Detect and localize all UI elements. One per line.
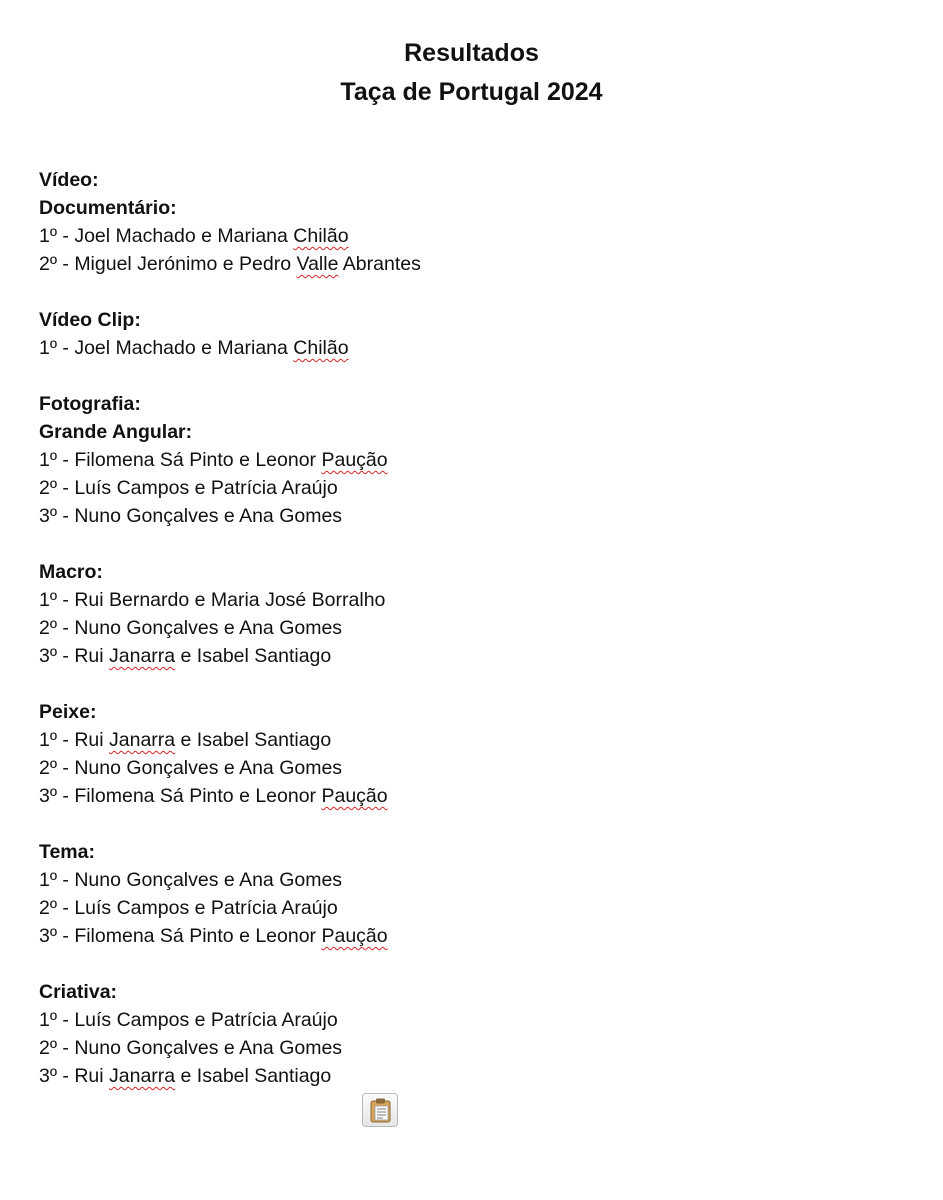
separator: - bbox=[56, 1009, 75, 1031]
category-heading: Criativa: bbox=[39, 981, 118, 1003]
result-line bbox=[39, 1006, 899, 1034]
blank-line bbox=[39, 530, 899, 558]
place-label: 1º bbox=[39, 1009, 57, 1031]
category-heading: Peixe: bbox=[39, 701, 97, 723]
participant-names: Rui bbox=[74, 729, 109, 751]
participant-names: Joel Machado e Mariana bbox=[74, 337, 294, 359]
participant-names: Abrantes bbox=[338, 253, 421, 275]
participant-names: Nuno Gonçalves e Ana Gomes bbox=[74, 617, 343, 639]
category-heading: Tema: bbox=[39, 841, 95, 863]
section-heading: Vídeo: bbox=[39, 169, 99, 191]
separator: - bbox=[56, 1037, 75, 1059]
category-heading: Vídeo Clip: bbox=[39, 309, 141, 331]
place-label: 3º bbox=[39, 505, 57, 527]
separator: - bbox=[56, 505, 75, 527]
result-line bbox=[39, 866, 899, 894]
participant-names: Miguel Jerónimo e Pedro bbox=[74, 253, 297, 275]
category-heading: Grande Angular: bbox=[39, 421, 193, 443]
participant-names: Filomena Sá Pinto e Leonor bbox=[74, 925, 322, 947]
place-label: 2º bbox=[39, 617, 57, 639]
separator: - bbox=[56, 869, 75, 891]
blank-line bbox=[39, 362, 899, 390]
place-label: 1º bbox=[39, 729, 57, 751]
participant-names: Joel Machado e Mariana bbox=[74, 225, 294, 247]
place-label: 1º bbox=[39, 225, 57, 247]
participant-names: Rui bbox=[74, 645, 109, 667]
place-label: 2º bbox=[39, 1037, 57, 1059]
result-line bbox=[39, 446, 899, 474]
misspelled-word: Janarra bbox=[109, 1065, 176, 1087]
result-line bbox=[39, 250, 899, 278]
separator: - bbox=[56, 785, 75, 807]
place-label: 2º bbox=[39, 897, 57, 919]
participant-names: Filomena Sá Pinto e Leonor bbox=[74, 785, 322, 807]
category-heading: Macro: bbox=[39, 561, 103, 583]
section-heading: Fotografia: bbox=[39, 393, 141, 415]
result-line bbox=[39, 726, 899, 754]
separator: - bbox=[56, 337, 75, 359]
place-label: 2º bbox=[39, 757, 57, 779]
participant-names: Rui bbox=[74, 1065, 109, 1087]
participant-names: Luís Campos e Patrícia Araújo bbox=[74, 1009, 338, 1031]
misspelled-word: Valle bbox=[296, 253, 339, 275]
participant-names: e Isabel Santiago bbox=[175, 1065, 332, 1087]
separator: - bbox=[56, 617, 75, 639]
result-line bbox=[39, 1062, 899, 1090]
place-label: 3º bbox=[39, 1065, 57, 1087]
result-line bbox=[39, 782, 899, 810]
misspelled-word: Janarra bbox=[109, 729, 176, 751]
results-content bbox=[39, 166, 899, 1090]
clipboard-icon bbox=[370, 1098, 391, 1123]
place-label: 1º bbox=[39, 449, 57, 471]
document-title: Resultados bbox=[404, 39, 539, 67]
place-label: 3º bbox=[39, 925, 57, 947]
separator: - bbox=[56, 253, 75, 275]
separator: - bbox=[56, 729, 75, 751]
blank-line bbox=[39, 670, 899, 698]
misspelled-word: Chilão bbox=[293, 337, 349, 359]
category-heading: Documentário: bbox=[39, 197, 177, 219]
result-line bbox=[39, 334, 899, 362]
blank-line bbox=[39, 810, 899, 838]
result-line bbox=[39, 642, 899, 670]
participant-names: Nuno Gonçalves e Ana Gomes bbox=[74, 757, 343, 779]
place-label: 3º bbox=[39, 785, 57, 807]
misspelled-word: Chilão bbox=[293, 225, 349, 247]
place-label: 2º bbox=[39, 253, 57, 275]
participant-names: e Isabel Santiago bbox=[175, 729, 332, 751]
paste-options-button[interactable] bbox=[362, 1093, 398, 1127]
place-label: 3º bbox=[39, 645, 57, 667]
separator: - bbox=[56, 477, 75, 499]
separator: - bbox=[56, 925, 75, 947]
result-line bbox=[39, 586, 899, 614]
separator: - bbox=[56, 449, 75, 471]
place-label: 2º bbox=[39, 477, 57, 499]
result-line bbox=[39, 474, 899, 502]
place-label: 1º bbox=[39, 589, 57, 611]
participant-names: e Isabel Santiago bbox=[175, 645, 332, 667]
document-subtitle: Taça de Portugal 2024 bbox=[340, 78, 603, 106]
misspelled-word: Paução bbox=[321, 449, 388, 471]
separator: - bbox=[56, 897, 75, 919]
separator: - bbox=[56, 225, 75, 247]
result-line bbox=[39, 754, 899, 782]
participant-names: Nuno Gonçalves e Ana Gomes bbox=[74, 505, 343, 527]
misspelled-word: Paução bbox=[321, 925, 388, 947]
participant-names: Nuno Gonçalves e Ana Gomes bbox=[74, 869, 343, 891]
participant-names: Filomena Sá Pinto e Leonor bbox=[74, 449, 322, 471]
misspelled-word: Paução bbox=[321, 785, 388, 807]
separator: - bbox=[56, 757, 75, 779]
result-line bbox=[39, 894, 899, 922]
blank-line bbox=[39, 950, 899, 978]
result-line bbox=[39, 922, 899, 950]
participant-names: Nuno Gonçalves e Ana Gomes bbox=[74, 1037, 343, 1059]
blank-line bbox=[39, 278, 899, 306]
result-line bbox=[39, 502, 899, 530]
place-label: 1º bbox=[39, 337, 57, 359]
participant-names: Luís Campos e Patrícia Araújo bbox=[74, 897, 338, 919]
participant-names: Rui Bernardo e Maria José Borralho bbox=[74, 589, 386, 611]
result-line bbox=[39, 1034, 899, 1062]
participant-names: Luís Campos e Patrícia Araújo bbox=[74, 477, 338, 499]
misspelled-word: Janarra bbox=[109, 645, 176, 667]
place-label: 1º bbox=[39, 869, 57, 891]
result-line bbox=[39, 222, 899, 250]
separator: - bbox=[56, 589, 75, 611]
result-line bbox=[39, 614, 899, 642]
separator: - bbox=[56, 645, 75, 667]
separator: - bbox=[56, 1065, 75, 1087]
